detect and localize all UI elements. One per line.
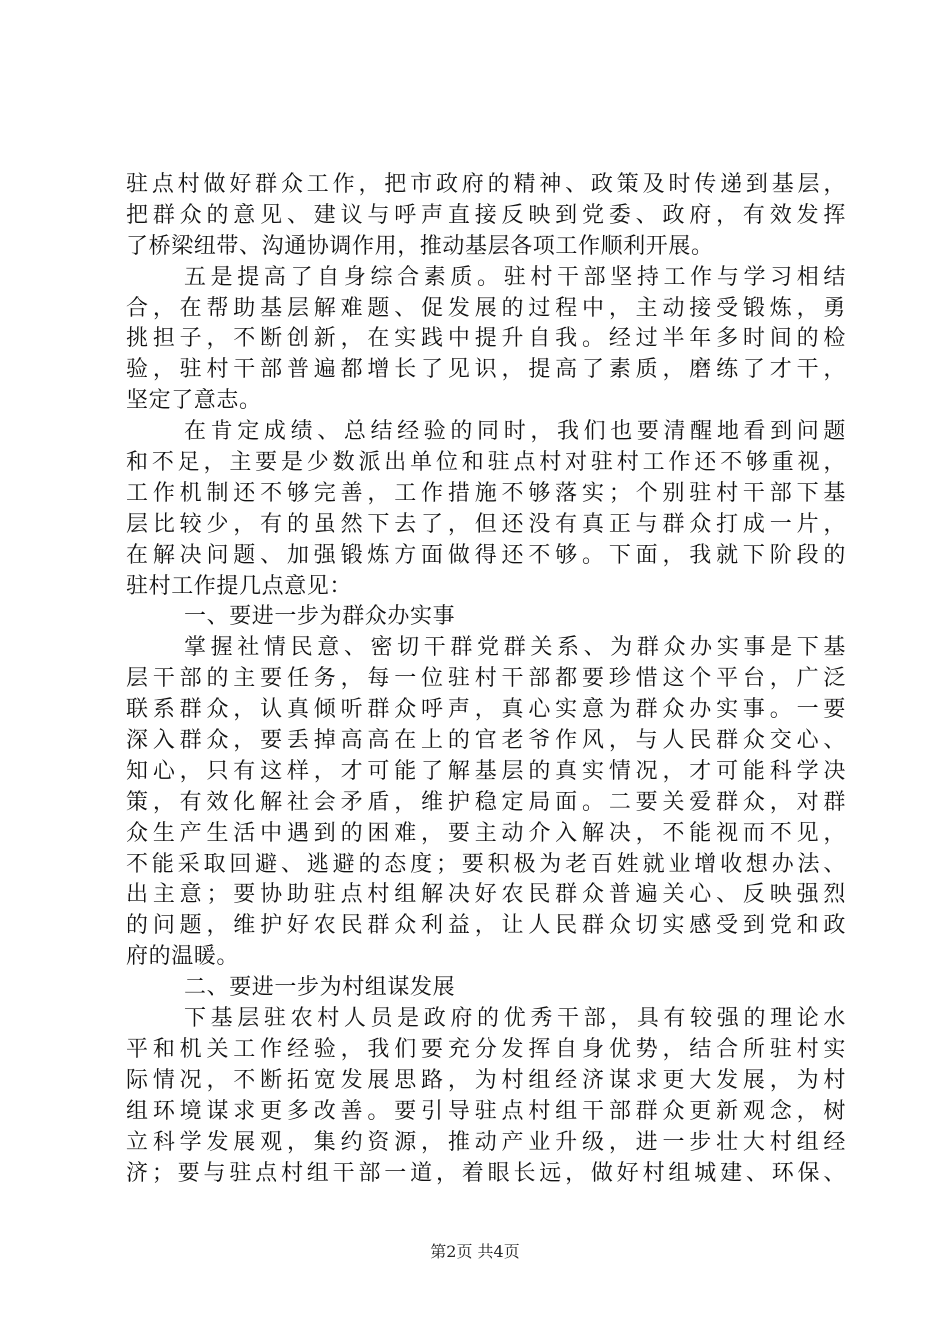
body-text (126, 170, 846, 1189)
text-line: 的问题，维护好农民群众利益，让人民群众切实感受到党和政 (126, 913, 846, 939)
text-line: 驻村工作提几点意见： (126, 573, 353, 599)
text-line: 合，在帮助基层解难题、促发展的过程中，主动接受锻炼，勇 (126, 295, 846, 321)
text-line: 五是提高了自身综合素质。驻村干部坚持工作与学习相结 (184, 264, 846, 290)
text-line: 验，驻村干部普遍都增长了见识，提高了素质，磨练了才干， (126, 357, 846, 383)
text-line: 下基层驻农村人员是政府的优秀干部，具有较强的理论水 (184, 1006, 846, 1032)
text-line: 际情况，不断拓宽发展思路，为村组经济谋求更大发展，为村 (126, 1067, 846, 1093)
text-line: 知心，只有这样，才可能了解基层的真实情况，才可能科学决 (126, 758, 846, 784)
text-line: 驻点村做好群众工作，把市政府的精神、政策及时传递到基层， (126, 172, 846, 197)
text-line: 济；要与驻点村组干部一道，着眼长远，做好村组城建、环保、 (126, 1160, 846, 1186)
text-line: 立科学发展观，集约资源，推动产业升级，进一步壮大村组经 (126, 1129, 846, 1155)
text-line: 在解决问题、加强锻炼方面做得还不够。下面，我就下阶段的 (126, 542, 846, 568)
text-line: 坚定了意志。 (126, 388, 262, 414)
text-line: 联系群众，认真倾听群众呼声，真心实意为群众办实事。一要 (126, 697, 846, 723)
text-line: 策，有效化解社会矛盾，维护稳定局面。二要关爱群众，对群 (126, 789, 846, 815)
text-line: 把群众的意见、建议与呼声直接反映到党委、政府，有效发挥 (126, 202, 846, 228)
text-line: 了桥梁纽带、沟通协调作用，推动基层各项工作顺利开展。 (126, 233, 714, 259)
text-line: 工作机制还不够完善，工作措施不够落实；个别驻村干部下基 (126, 480, 846, 506)
text-line: 层比较少，有的虽然下去了，但还没有真正与群众打成一片， (126, 511, 846, 537)
text-line: 挑担子，不断创新，在实践中提升自我。经过半年多时间的检 (126, 326, 846, 352)
text-line: 组环境谋求更多改善。要引导驻点村组干部群众更新观念，树 (126, 1098, 846, 1124)
text-line: 深入群众，要丢掉高高在上的官老爷作风，与人民群众交心、 (126, 728, 846, 754)
text-line: 平和机关工作经验，我们要充分发挥自身优势，结合所驻村实 (126, 1036, 846, 1062)
page-footer: 第2页 共4页 (430, 1242, 520, 1261)
text-line: 众生产生活中遇到的困难，要主动介入解决，不能视而不见， (126, 820, 846, 846)
text-line: 府的温暖。 (126, 944, 240, 970)
text-line: 层干部的主要任务，每一位驻村干部都要珍惜这个平台，广泛 (126, 666, 846, 692)
text-line: 不能采取回避、逃避的态度；要积极为老百姓就业增收想办法、 (126, 851, 846, 877)
text-line: 和不足，主要是少数派出单位和驻点村对驻村工作还不够重视， (126, 450, 846, 476)
text-line: 出主意；要协助驻点村组解决好农民群众普遍关心、反映强烈 (126, 882, 846, 908)
section-heading: 一、要进一步为群众办实事 (184, 604, 456, 630)
section-heading: 二、要进一步为村组谋发展 (184, 975, 456, 1001)
text-line: 掌握社情民意、密切干群党群关系、为群众办实事是下基 (184, 635, 846, 661)
text-line: 在肯定成绩、总结经验的同时，我们也要清醒地看到问题 (184, 419, 846, 445)
